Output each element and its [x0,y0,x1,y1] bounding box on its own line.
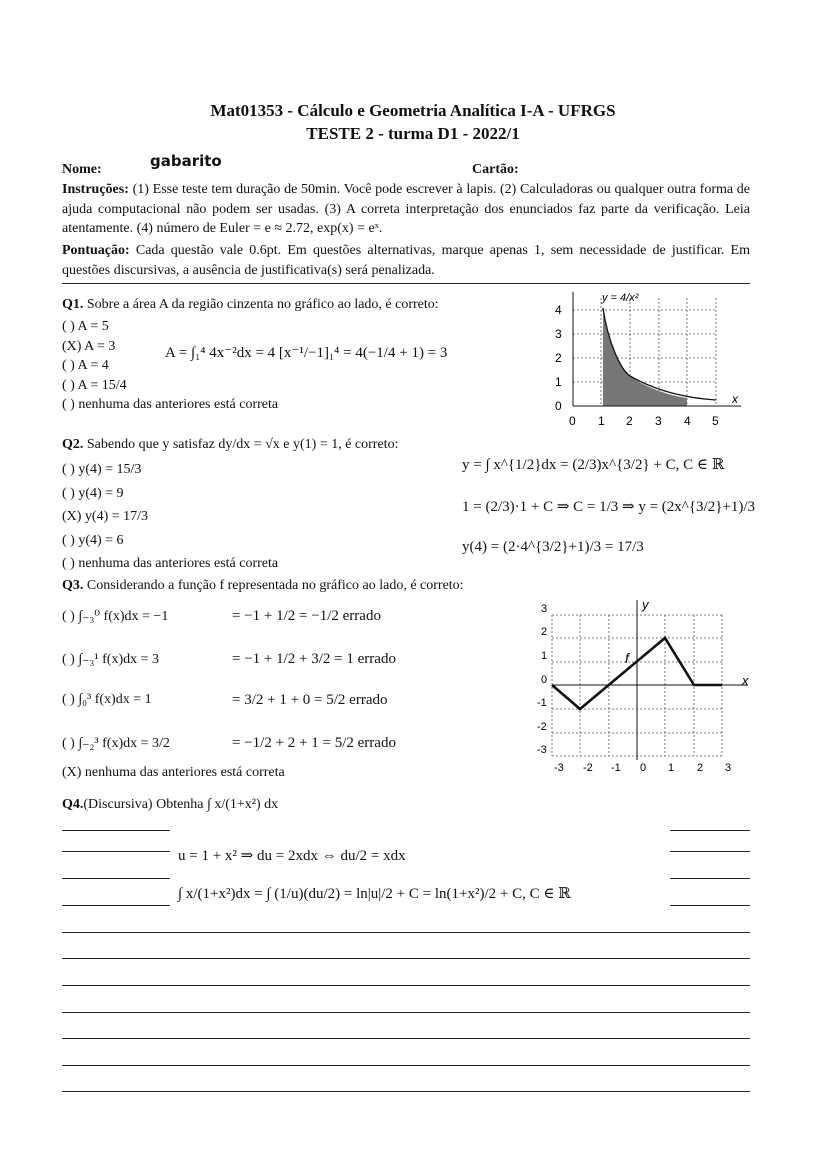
svg-text:0: 0 [640,762,647,774]
q2-option-a[interactable]: ( ) y(4) = 15/3 [62,462,142,477]
q3-text: Considerando a função f representada no gráfico ao lado, é correto: [86,578,464,593]
answer-line [670,878,750,879]
svg-text:2: 2 [541,626,548,638]
svg-text:2: 2 [697,762,704,774]
answer-line [62,1012,750,1013]
q2-text-a: Sabendo que y satisfaz [86,437,215,452]
q2-solution-2: 1 = (2/3)·1 + C ⇒ C = 1/3 ⇒ y = (2x^{3/2}+1)/3 [462,499,756,515]
q1-curve-label: y = 4/x² [602,292,639,304]
q1-xlabel: x [732,392,738,406]
q3-ylabel: y [642,597,649,612]
svg-text:3: 3 [555,327,562,341]
instructions [62,180,750,239]
svg-text:3: 3 [655,414,662,428]
answer-line [670,830,750,831]
q3-option-e[interactable]: (X) nenhuma das anteriores está correta [62,765,285,780]
q3-work-d: = −1/2 + 2 + 1 = 5/2 errado [232,735,396,751]
q3-option-a[interactable]: ( ) ∫₋₃⁰ f(x)dx = −1 [62,609,169,624]
q1-yticks [555,303,562,413]
q3-work-b: = −1 + 1/2 + 3/2 = 1 errado [232,651,396,667]
q3-label: Q3. [62,578,84,593]
instructions-label: Instruções: [62,182,129,197]
svg-text:1: 1 [541,650,548,662]
scoring-text: Cada questão vale 0.6pt. Em questões alternativas, marque apenas 1, sem necessidade de justificar. Em questões discursivas, a ausência de justificativa(s) será penalizada. [62,243,750,278]
svg-text:1: 1 [598,414,605,428]
cartao-label: Cartão: [472,162,519,177]
q2-statement [62,437,398,453]
svg-text:4: 4 [555,303,562,317]
q4-solution-1: u = 1 + x² ⇒ du = 2xdx ⇔ du/2 = xdx [178,848,406,864]
q3-work-a: = −1 + 1/2 = −1/2 errado [232,608,381,624]
q1-xticks [569,414,719,428]
svg-text:0: 0 [555,399,562,413]
q4-solution-2: ∫ x/(1+x²)dx = ∫ (1/u)(du/2) = ln|u|/2 + C = ln(1+x²)/2 + C, C ∈ ℝ [178,886,571,902]
q3-xlabel: x [742,673,749,688]
answer-line [670,851,750,852]
q4-statement [62,797,278,813]
answer-line [62,985,750,986]
q1-option-a[interactable]: ( ) A = 5 [62,319,109,334]
answer-line [670,905,750,906]
q2-label: Q2. [62,437,84,452]
page-title: Mat01353 - Cálculo e Geometria Analítica I-A - UFRGS [210,101,616,120]
svg-text:1: 1 [668,762,675,774]
q1-options [62,317,278,415]
svg-text:0: 0 [569,414,576,428]
q2-options [62,458,278,576]
answer-line [62,878,170,879]
q3-statement [62,578,464,594]
q2-option-b[interactable]: ( ) y(4) = 9 [62,485,124,501]
answer-line [62,1065,750,1066]
q2-solution-3: y(4) = (2·4^{3/2}+1)/3 = 17/3 [462,539,644,555]
q1-solution: A = ∫₁⁴ 4x⁻²dx = 4 [x⁻¹/−1]₁⁴ = 4(−1/4 + 1) = 3 [165,345,448,361]
header-divider [62,283,750,284]
svg-text:1: 1 [555,375,562,389]
q4-label: Q4. [62,797,84,812]
answer-line [62,830,170,831]
answer-line [62,1091,750,1092]
svg-text:3: 3 [541,603,548,615]
page-subtitle: TESTE 2 - turma D1 - 2022/1 [306,124,520,143]
q1-shaded-area [603,312,687,406]
q3-yticks [537,603,547,756]
q3-work-c: = 3/2 + 1 + 0 = 5/2 errado [232,692,388,708]
q2-text-b: dy/dx = √x e y(1) = 1, é correto: [218,437,399,452]
q1-option-c[interactable]: ( ) A = 4 [62,358,109,373]
q2-option-c[interactable]: (X) y(4) = 17/3 [62,509,149,524]
svg-text:2: 2 [555,351,562,365]
q1-option-b[interactable]: (X) A = 3 [62,338,116,354]
svg-text:0: 0 [541,674,548,686]
svg-text:-1: -1 [611,762,621,774]
q2-option-e[interactable]: ( ) nenhuma das anteriores está correta [62,556,279,571]
svg-text:-2: -2 [537,721,547,733]
svg-text:3: 3 [725,762,732,774]
q3-option-b[interactable]: ( ) ∫₋₃¹ f(x)dx = 3 [62,652,160,667]
answer-line [62,905,170,906]
q1-label: Q1. [62,297,84,312]
q3-flabel: f [625,650,629,666]
q1-option-e[interactable]: ( ) nenhuma das anteriores está correta [62,397,279,412]
q1-graph [546,288,746,433]
svg-text:-2: -2 [583,762,593,774]
nome-value: gabarito [150,152,222,170]
svg-text:4: 4 [684,414,691,428]
svg-text:-3: -3 [537,744,547,756]
svg-text:2: 2 [626,414,633,428]
q3-option-c[interactable]: ( ) ∫₀³ f(x)dx = 1 [62,692,152,707]
nome-label: Nome: [62,162,102,177]
svg-text:5: 5 [712,414,719,428]
q3-xticks [554,762,731,774]
q2-option-d[interactable]: ( ) y(4) = 6 [62,532,124,548]
q2-solution-1: y = ∫ x^{1/2}dx = (2/3)x^{3/2} + C, C ∈ ℝ [462,457,725,473]
svg-text:-1: -1 [537,697,547,709]
q3-option-d[interactable]: ( ) ∫₋₂³ f(x)dx = 3/2 [62,736,170,751]
q4-text: (Discursiva) Obtenha ∫ x/(1+x²) dx [83,797,279,812]
q1-text: Sobre a área A da região cinzenta no gráfico ao lado, é correto: [86,297,439,312]
answer-line [62,851,170,852]
svg-text:-3: -3 [554,762,564,774]
q1-option-d[interactable]: ( ) A = 15/4 [62,377,127,393]
scoring [62,241,750,280]
answer-line [62,932,750,933]
scoring-label: Pontuação: [62,243,130,258]
q1-statement [62,297,439,313]
answer-line [62,958,750,959]
instructions-text: (1) Esse teste tem duração de 50min. Você pode escrever à lapis. (2) Calculadoras ou qualquer outra forma de ajuda computacional não podem ser usadas. (3) A correta interpretação dos enunciados faz parte da verificação. Leia atentamente. (4) número de Euler = e ≈ 2.72, exp(x) = eˣ. [62,182,751,236]
q3-graph [530,595,760,775]
answer-line [62,1038,750,1039]
